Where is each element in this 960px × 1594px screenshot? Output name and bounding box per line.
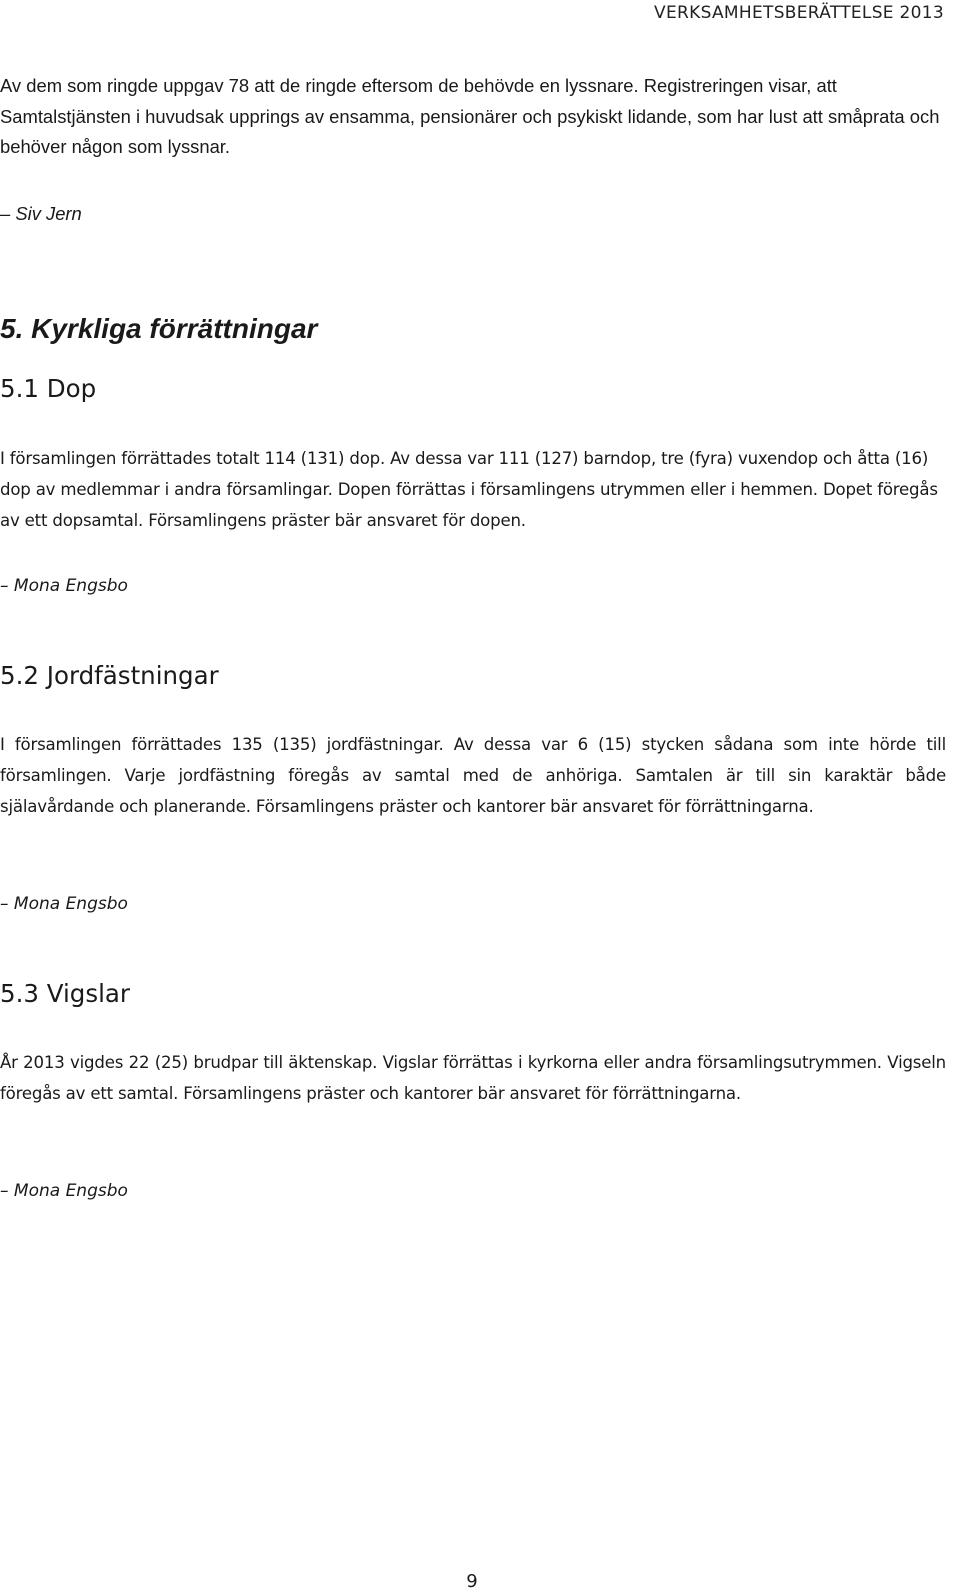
- vigslar-author-block: [0, 1178, 946, 1204]
- section-5-heading: 5. Kyrkliga förrättningar: [0, 313, 318, 344]
- dop-paragraph: I församlingen förrättades totalt 114 (131) dop. Av dessa var 111 (127) barndop, tre (fyra) vuxendop och åtta (16) dop av medlemmar i andra församlingar. Dopen förrättas i församlingens utrymmen eller i hemmen. Dopet föregås av ett dopsamtal. Församlingens präster bär ansvaret för dopen.: [0, 449, 938, 530]
- jordfastningar-author: – Mona Engsbo: [0, 894, 128, 914]
- dop-section: [0, 443, 946, 536]
- intro-section: [0, 71, 946, 163]
- vigslar-heading-block: [0, 977, 946, 1011]
- page-number: 9: [466, 1571, 478, 1592]
- vigslar-author: – Mona Engsbo: [0, 1181, 128, 1201]
- jordfastningar-paragraph: I församlingen förrättades 135 (135) jordfästningar. Av dessa var 6 (15) stycken sådana som inte hörde till församlingen. Varje jordfästning föregås av samtal med de anhöriga. Samtalen är till sin karaktär både själavårdande och planerande. Församlingens präster och kantorer bär ansvaret för förrättningarna.: [0, 735, 946, 816]
- jordfastningar-author-block: [0, 891, 946, 917]
- dop-heading: 5.1 Dop: [0, 374, 97, 403]
- vigslar-heading: 5.3 Vigslar: [0, 979, 130, 1008]
- jordfastningar-heading-block: [0, 659, 946, 693]
- intro-author: – Siv Jern: [0, 203, 82, 224]
- jordfastningar-heading: 5.2 Jordfästningar: [0, 661, 219, 690]
- vigslar-section: [0, 1047, 946, 1109]
- dop-author-block: [0, 573, 946, 599]
- dop-heading-block: [0, 372, 946, 406]
- vigslar-paragraph: År 2013 vigdes 22 (25) brudpar till äktenskap. Vigslar förrättas i kyrkorna eller andra församlingsutrymmen. Vigseln föregås av ett samtal. Församlingens präster och kantorer bär ansvaret för förrättningarna.: [0, 1053, 946, 1103]
- intro-author-block: [0, 201, 946, 227]
- intro-paragraph: Av dem som ringde uppgav 78 att de ringde eftersom de behövde en lyssnare. Registreringen visar, att Samtalstjänsten i huvudsak upprings av ensamma, pensionärer och psykiskt lidande, som har lust att småprata och behöver någon som lyssnar.: [0, 75, 940, 157]
- jordfastningar-section: [0, 729, 946, 822]
- section-5-heading-block: [0, 311, 946, 347]
- dop-author: – Mona Engsbo: [0, 576, 128, 596]
- running-header: VERKSAMHETSBERÄTTELSE 2013: [654, 3, 944, 23]
